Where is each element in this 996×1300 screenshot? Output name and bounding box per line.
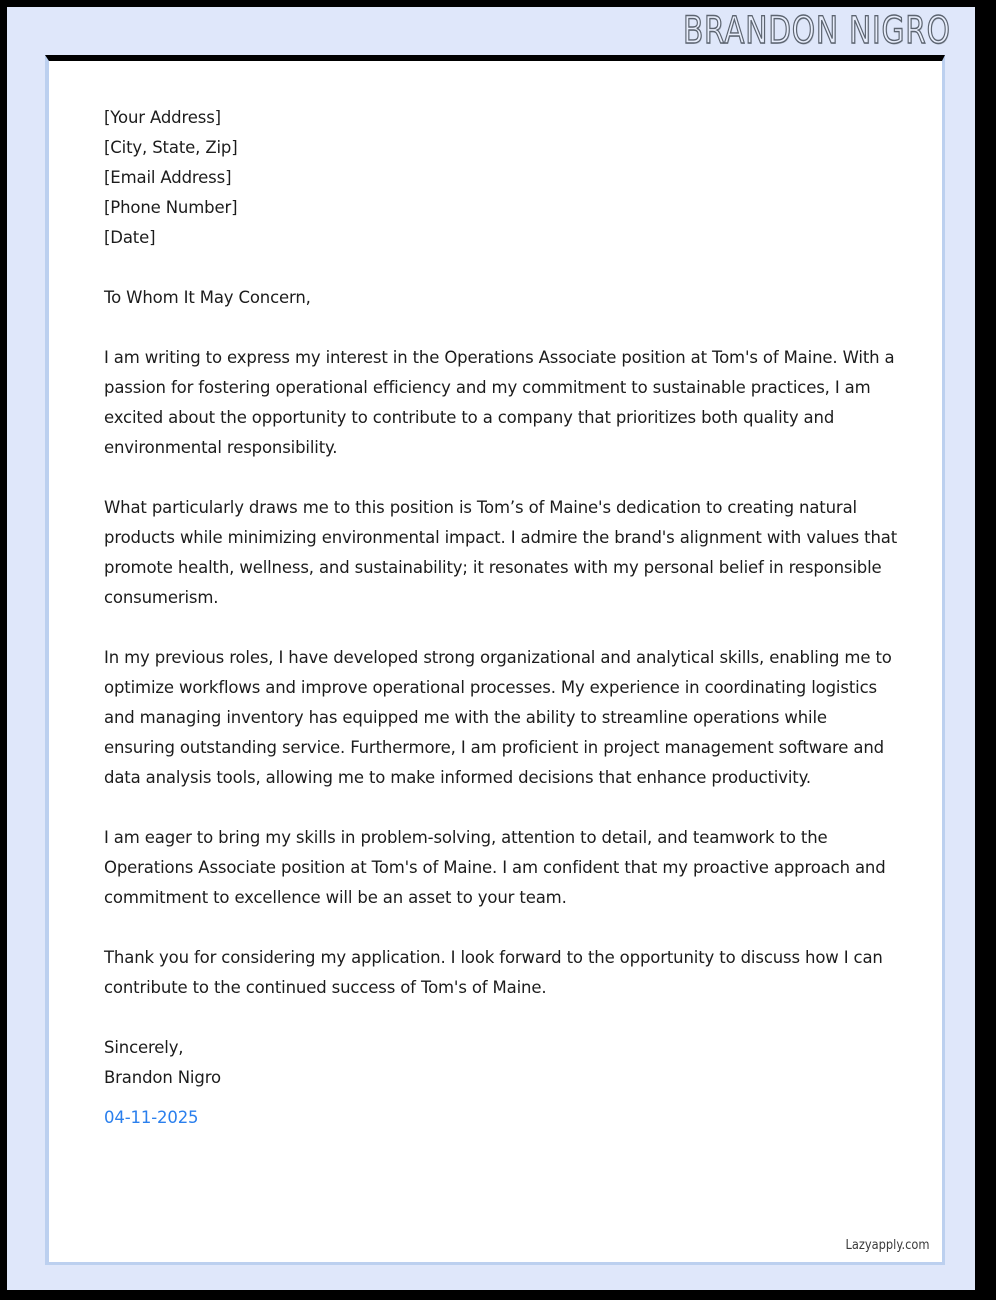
page-title: BRANDON NIGRO xyxy=(683,9,951,52)
signature-name: Brandon Nigro xyxy=(104,1068,221,1087)
paragraph-closing: Thank you for considering my application. I look forward to the opportunity to discuss how I can contribute to the continued success of Tom's of Maine. xyxy=(104,948,883,997)
salutation: To Whom It May Concern, xyxy=(104,288,311,307)
page-canvas xyxy=(7,7,975,1290)
address-line-email: [Email Address] xyxy=(104,168,232,187)
paragraph-experience: In my previous roles, I have developed strong organizational and analytical skills, enabling me to optimize workflows and improve operational processes. My experience in coordinating logistics and managing inventory has equipped me with the ability to streamline operations while ensuring outstanding service. Furthermore, I am proficient in project management software and data analysis tools, allowing me to make informed decisions that enhance productivity. xyxy=(104,648,892,787)
address-line-date: [Date] xyxy=(104,228,156,247)
paragraph-motivation: What particularly draws me to this position is Tom’s of Maine's dedication to creating natural products while minimizing environmental impact. I admire the brand's alignment with values that promote health, wellness, and sustainability; it resonates with my personal belief in responsible consumerism. xyxy=(104,498,898,607)
address-block xyxy=(104,103,902,253)
closing-salutation: Sincerely, xyxy=(104,1038,184,1057)
cover-letter-card xyxy=(45,55,945,1265)
date-stamp: 04-11-2025 xyxy=(104,1108,199,1127)
address-line-your-address: [Your Address] xyxy=(104,108,221,127)
signature-block xyxy=(104,1033,902,1133)
footer-watermark: Lazyapply.com xyxy=(845,1238,930,1253)
address-line-phone: [Phone Number] xyxy=(104,198,238,217)
letter-content xyxy=(49,61,942,1262)
paragraph-skills: I am eager to bring my skills in problem-solving, attention to detail, and teamwork to the Operations Associate position at Tom's of Maine. I am confident that my proactive approach and commitment to excellence will be an asset to your team. xyxy=(104,828,886,907)
paragraph-intro: I am writing to express my interest in the Operations Associate position at Tom's of Maine. With a passion for fostering operational efficiency and my commitment to sustainable practices, I am excited about the opportunity to contribute to a company that prioritizes both quality and environmental responsibility. xyxy=(104,348,895,457)
address-line-city-state-zip: [City, State, Zip] xyxy=(104,138,238,157)
document-header xyxy=(7,7,975,55)
